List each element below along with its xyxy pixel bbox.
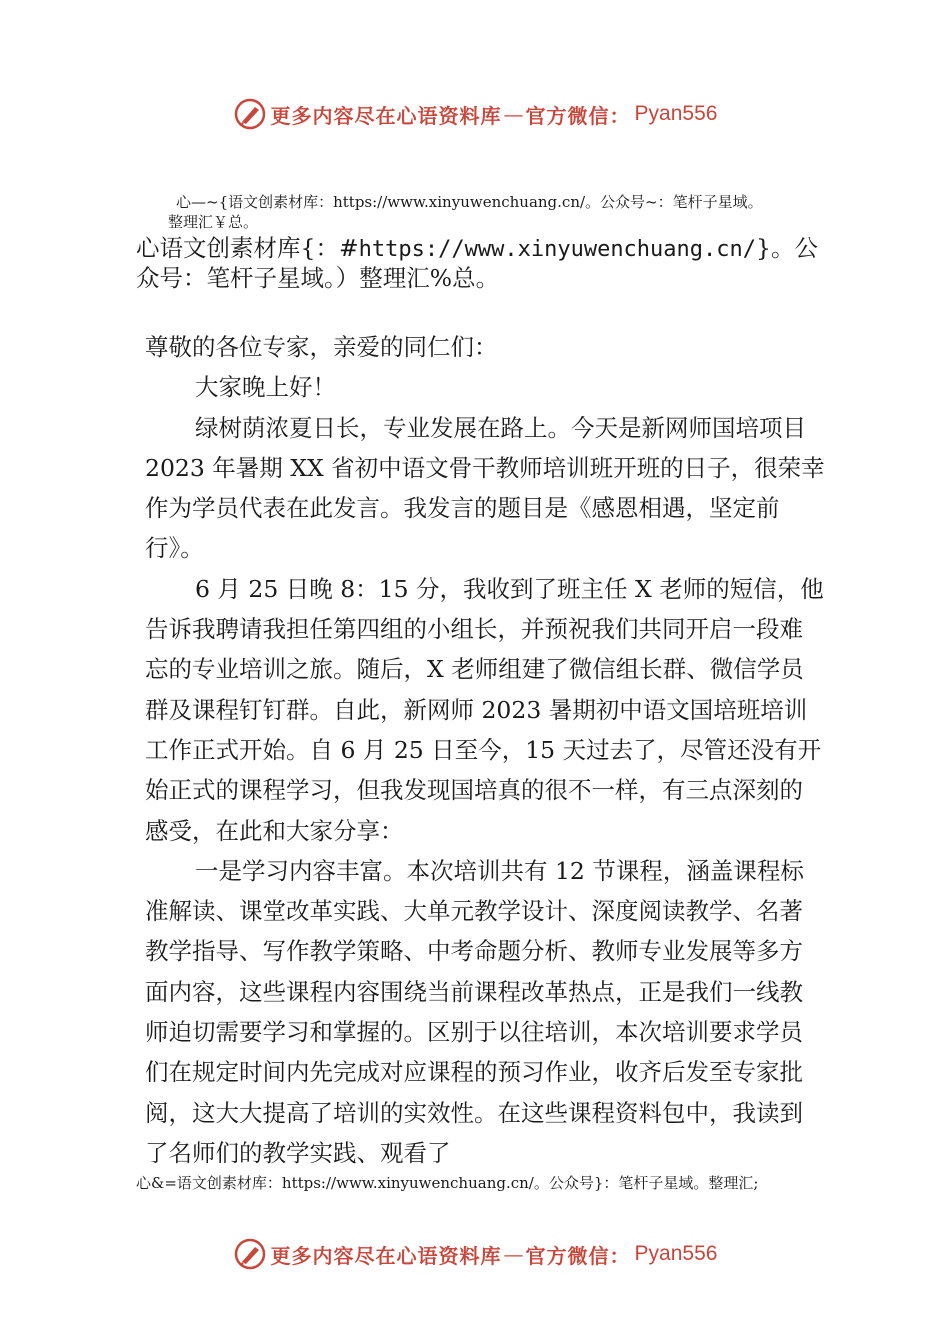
banner-dash: — [503, 1242, 524, 1266]
banner-dash: — [503, 102, 524, 126]
top-banner [0, 94, 950, 134]
pen-seal-icon [233, 1237, 267, 1271]
banner-text: 更多内容尽在心语资料库 [270, 103, 502, 128]
paragraph-2: 6 月 25 日晚 8：15 分，我收到了班主任 X 老师的短信，他告诉我聘请我担任第四组的小组长，并预祝我们共同开启一段难忘的专业培训之旅。随后，X 老师组建了微信组长群、微信学员群及课程钉钉群。自此，新网师 2023 暑期初中语文国培班培训工作正式开始。自 6 月 25 日至今，15 天过去了，尽管还没有开始正式的课程学习，但我发现国培真的很不一样，有三点深刻的感受，在此和大家分享： [145, 574, 824, 845]
header-big-suffix: }。公 [756, 234, 818, 262]
hello-line: 大家晚上好！ [195, 373, 336, 402]
footer-note: 心&=语文创素材库：https://www.xinyuwenchuang.cn/。公众号}：笔杆子星域。整理汇; [136, 1174, 759, 1192]
pen-seal-icon [233, 97, 267, 131]
bottom-banner [0, 1234, 950, 1274]
paragraph-1: 绿树荫浓夏日长，专业发展在路上。今天是新网师国培项目 2023 年暑期 XX 省初中语文骨干教师培训班开班的日子，很荣幸作为学员代表在此发言。我发言的题目是《感恩相遇，坚定前行》。 [145, 413, 825, 563]
header-big-url: https://www.xinyuwenchuang.cn/ [358, 237, 757, 262]
header-big-line1 [136, 233, 818, 265]
document-body [145, 327, 825, 1173]
banner-wechat-label: 官方微信： [525, 103, 631, 128]
banner-wechat-id: Pyan556 [634, 102, 718, 125]
banner-text: 更多内容尽在心语资料库 [270, 1243, 502, 1268]
greeting: 尊敬的各位专家，亲爱的同仁们： [145, 333, 498, 361]
banner-wechat-id: Pyan556 [634, 1242, 718, 1265]
banner-wechat-label: 官方微信： [525, 1243, 631, 1268]
header-big-line2: 众号：笔杆子星域。）整理汇%总。 [136, 264, 500, 292]
header-note-line1: 心—~{语文创素材库：https://www.xinyuwenchuang.cn/。公众号~：笔杆子星域。 [176, 193, 763, 211]
header-note-line2: 整理汇￥总。 [168, 213, 259, 231]
header-big-prefix: 心语文创素材库{：# [136, 234, 359, 262]
paragraph-3: 一是学习内容丰富。本次培训共有 12 节课程，涵盖课程标准解读、课堂改革实践、大单元教学设计、深度阅读教学、名著教学指导、写作教学策略、中考命题分析、教师专业发展等多方面内容，这些课程内容围绕当前课程改革热点，正是我们一线教师迫切需要学习和掌握的。区别于以往培训，本次培训要求学员们在规定时间内先完成对应课程的预习作业，收齐后发至专家批阅，这大大提高了培训的实效性。在这些课程资料包中，我读到了名师们的教学实践、观看了 [145, 856, 804, 1167]
